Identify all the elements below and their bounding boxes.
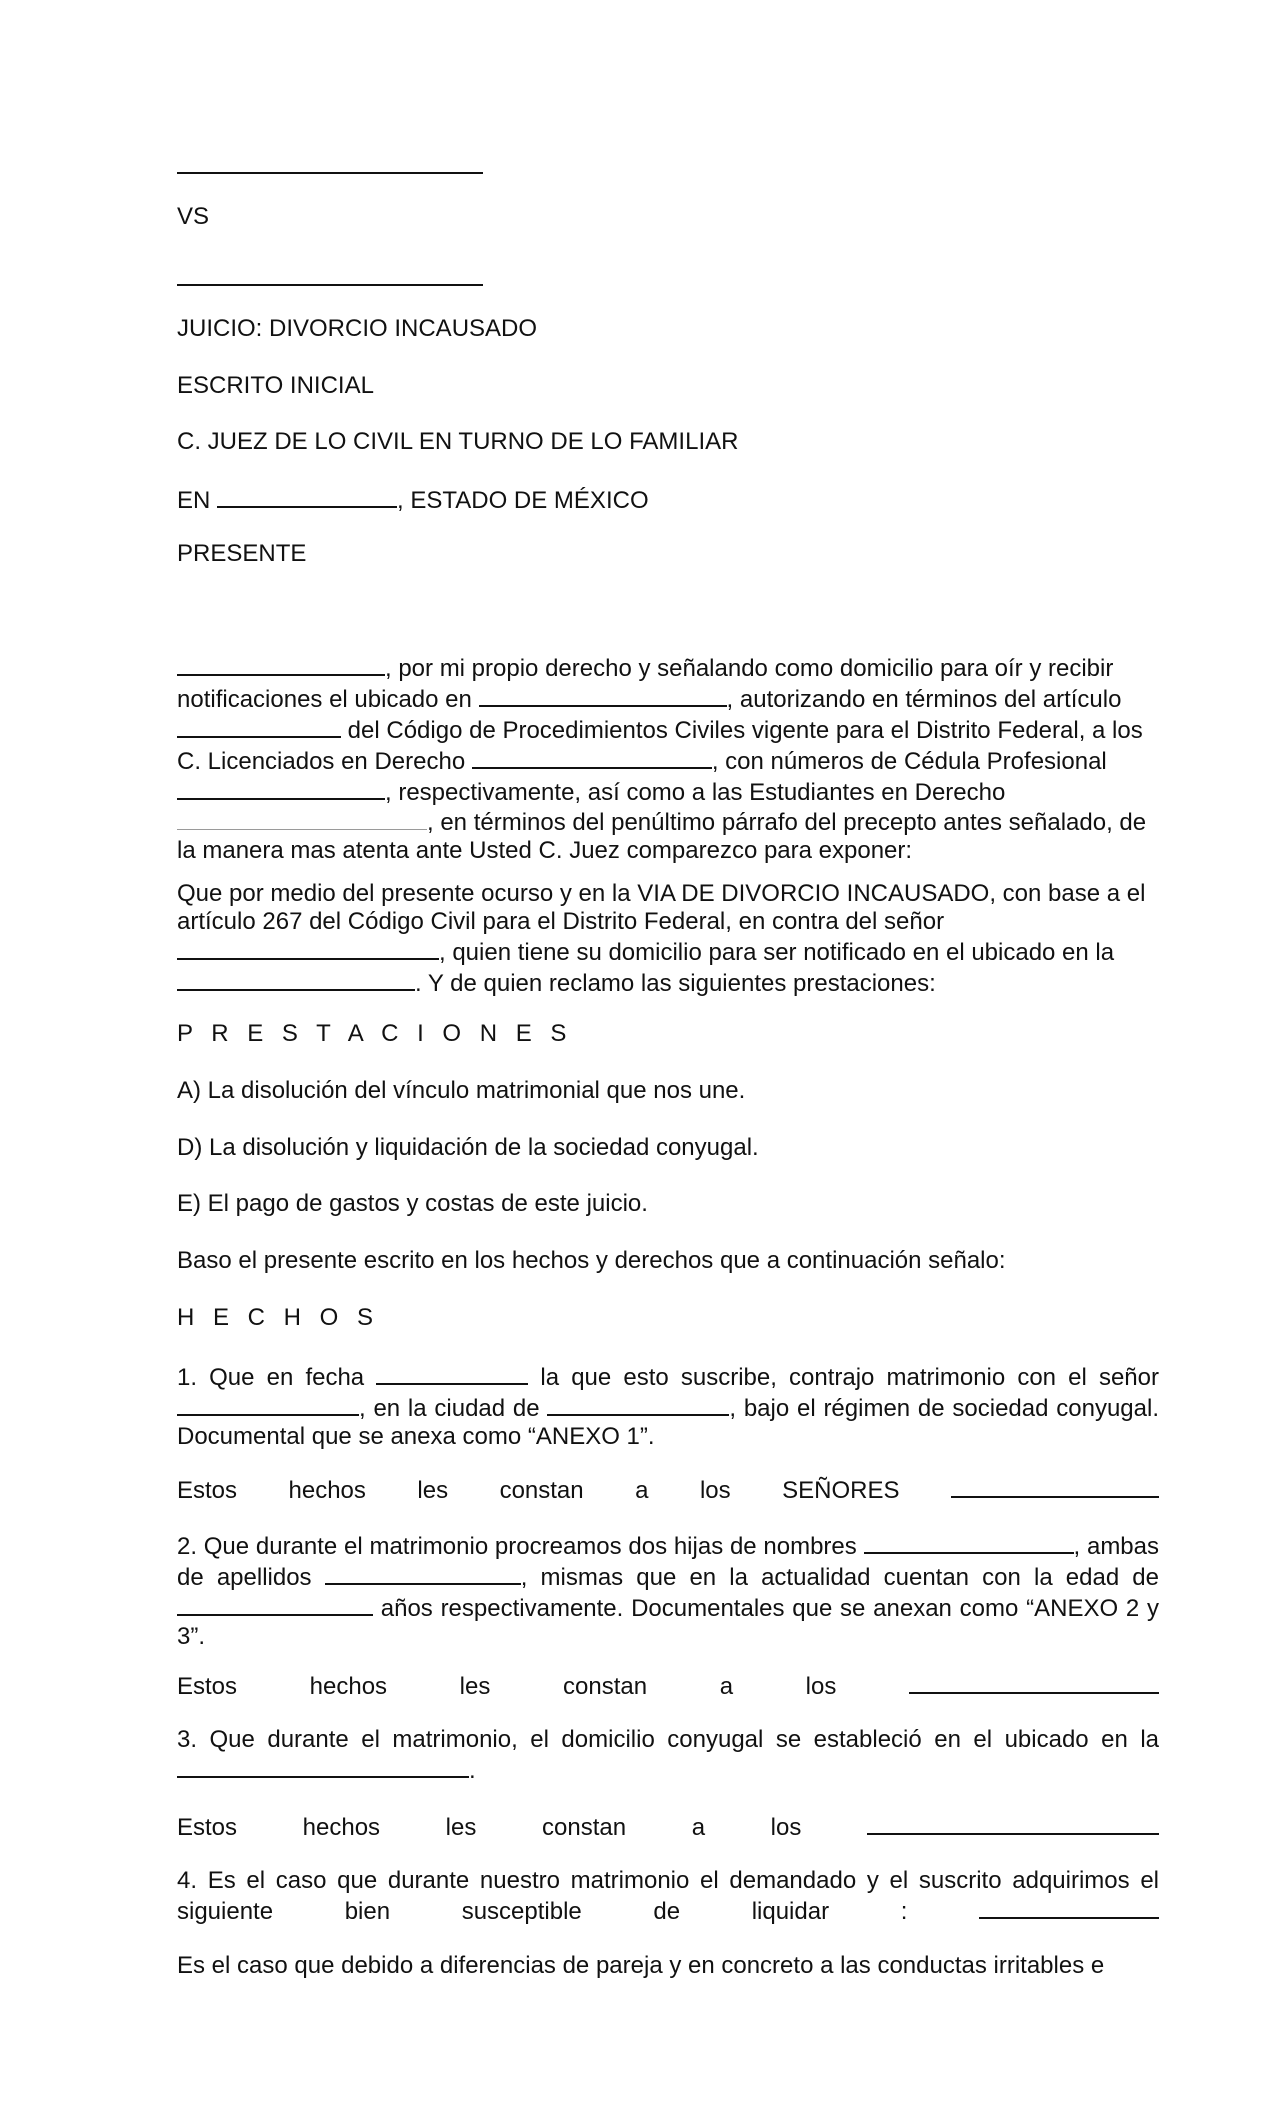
prestacion-e: E) El pago de gastos y costas de este juicio. [177, 1190, 648, 1217]
hecho-3-text-2: . [469, 1757, 476, 1784]
location-heading [177, 484, 1159, 515]
conjugal-address-blank [177, 1754, 469, 1778]
baso-paragraph: Baso el presente escrito en los hechos y derechos que a continuación señalo: [177, 1247, 1006, 1274]
constan-1 [177, 1474, 1159, 1505]
name-blank [177, 652, 385, 676]
article-blank [177, 714, 341, 738]
cedula-blank [177, 776, 385, 800]
vs-label: VS [177, 203, 210, 230]
plaintiff-blank-line [177, 172, 483, 174]
witnesses-2-blank [909, 1670, 1159, 1694]
marriage-date-blank [376, 1361, 528, 1385]
escrito-heading: ESCRITO INICIAL [177, 372, 374, 399]
surnames-blank [325, 1561, 521, 1585]
witnesses-1-blank [951, 1474, 1159, 1498]
students-blank [177, 807, 427, 830]
constan-2 [177, 1670, 1159, 1701]
intro-text-6: , en términos del penúltimo párrafo del precepto antes señalado, de la manera mas atenta ante Usted C. Juez comparezco para exponer: [177, 809, 1147, 864]
intro-paragraph [177, 652, 1159, 865]
hecho-1-text-3: , en la ciudad de [359, 1395, 540, 1422]
intro-text-5: , respectivamente, así como a las Estudiantes en Derecho [385, 779, 1006, 806]
hechos-title: H E C H O S [177, 1304, 380, 1331]
property-blank [979, 1895, 1159, 1919]
hecho-2 [177, 1530, 1159, 1651]
prestacion-d: D) La disolución y liquidación de la sociedad conyugal. [177, 1134, 759, 1161]
hecho-2-text-2: , ambas de apellidos [177, 1533, 1160, 1591]
daughters-names-blank [864, 1530, 1074, 1554]
prestacion-a: A) La disolución del vínculo matrimonial que nos une. [177, 1077, 746, 1104]
defendant-blank-line [177, 284, 483, 286]
city-blank [217, 484, 397, 508]
hecho-4-text-1: 4. Es el caso que durante nuestro matrimonio el demandado y el suscrito adquirimos el siguiente bien susceptible de liquidar : [177, 1867, 1159, 1925]
constan-1-text: Estos hechos les constan a los SEÑORES [177, 1477, 900, 1504]
hecho-4 [177, 1867, 1159, 1926]
presente-heading: PRESENTE [177, 540, 307, 567]
hecho-1-text-1: 1. Que en fecha [177, 1364, 365, 1391]
hecho-1-text-4: , bajo el régimen de sociedad conyugal. Documental que se anexa como “ANEXO 1”. [177, 1395, 1159, 1450]
juicio-heading: JUICIO: DIVORCIO INCAUSADO [177, 315, 538, 342]
en-label: EN [177, 487, 211, 514]
estado-label: , ESTADO DE MÉXICO [397, 487, 649, 514]
prestaciones-title: P R E S T A C I O N E S [177, 1020, 573, 1047]
hecho-2-text-1: 2. Que durante el matrimonio procreamos dos hijas de nombres [177, 1533, 857, 1560]
via-text-1: Que por medio del presente ocurso y en la VIA DE DIVORCIO INCAUSADO, con base a el artículo 267 del Código Civil para el Distrito Federal, en contra del señor [177, 880, 1146, 935]
judge-heading: C. JUEZ DE LO CIVIL EN TURNO DE LO FAMILIAR [177, 428, 739, 455]
constan-2-text: Estos hechos les constan a los [177, 1673, 837, 1700]
hecho-1-text-2: la que esto suscribe, contrajo matrimonio con el señor [540, 1364, 1159, 1391]
constan-3 [177, 1811, 1159, 1842]
last-paragraph: Es el caso que debido a diferencias de pareja y en concreto a las conductas irritables e [177, 1952, 1105, 1979]
via-text-2: , quien tiene su domicilio para ser notificado en el ubicado en la [439, 939, 1115, 966]
via-paragraph [177, 880, 1159, 998]
marriage-city-blank [547, 1392, 729, 1416]
constan-3-text: Estos hechos les constan a los [177, 1814, 802, 1841]
hecho-3 [177, 1726, 1159, 1785]
intro-text-2: , autorizando en términos del artículo [726, 686, 1122, 713]
via-text-3: . Y de quien reclamo las siguientes prestaciones: [415, 970, 936, 997]
ages-blank [177, 1592, 373, 1616]
defendant-address-blank [177, 967, 415, 991]
intro-text-4: , con números de Cédula Profesional [711, 748, 1107, 775]
lawyers-blank [472, 745, 712, 769]
hecho-2-text-4: años respectivamente. Documentales que se anexan como “ANEXO 2 y 3”. [177, 1595, 1159, 1650]
hecho-2-text-3: , mismas que en la actualidad cuentan con la edad de [520, 1564, 1160, 1591]
defendant-name-blank [177, 936, 439, 960]
intro-text-3: del Código de Procedimientos Civiles vigente para el Distrito Federal, a los C. Licenciados en Derecho [177, 717, 1143, 775]
hecho-3-text-1: 3. Que durante el matrimonio, el domicilio conyugal se estableció en el ubicado en la [177, 1726, 1159, 1753]
intro-text-1: , por mi propio derecho y señalando como domicilio para oír y recibir notificaciones el ubicado en [177, 655, 1114, 713]
husband-name-blank [177, 1392, 359, 1416]
witnesses-3-blank [867, 1811, 1159, 1835]
hecho-1 [177, 1361, 1159, 1451]
address-blank [479, 683, 727, 707]
